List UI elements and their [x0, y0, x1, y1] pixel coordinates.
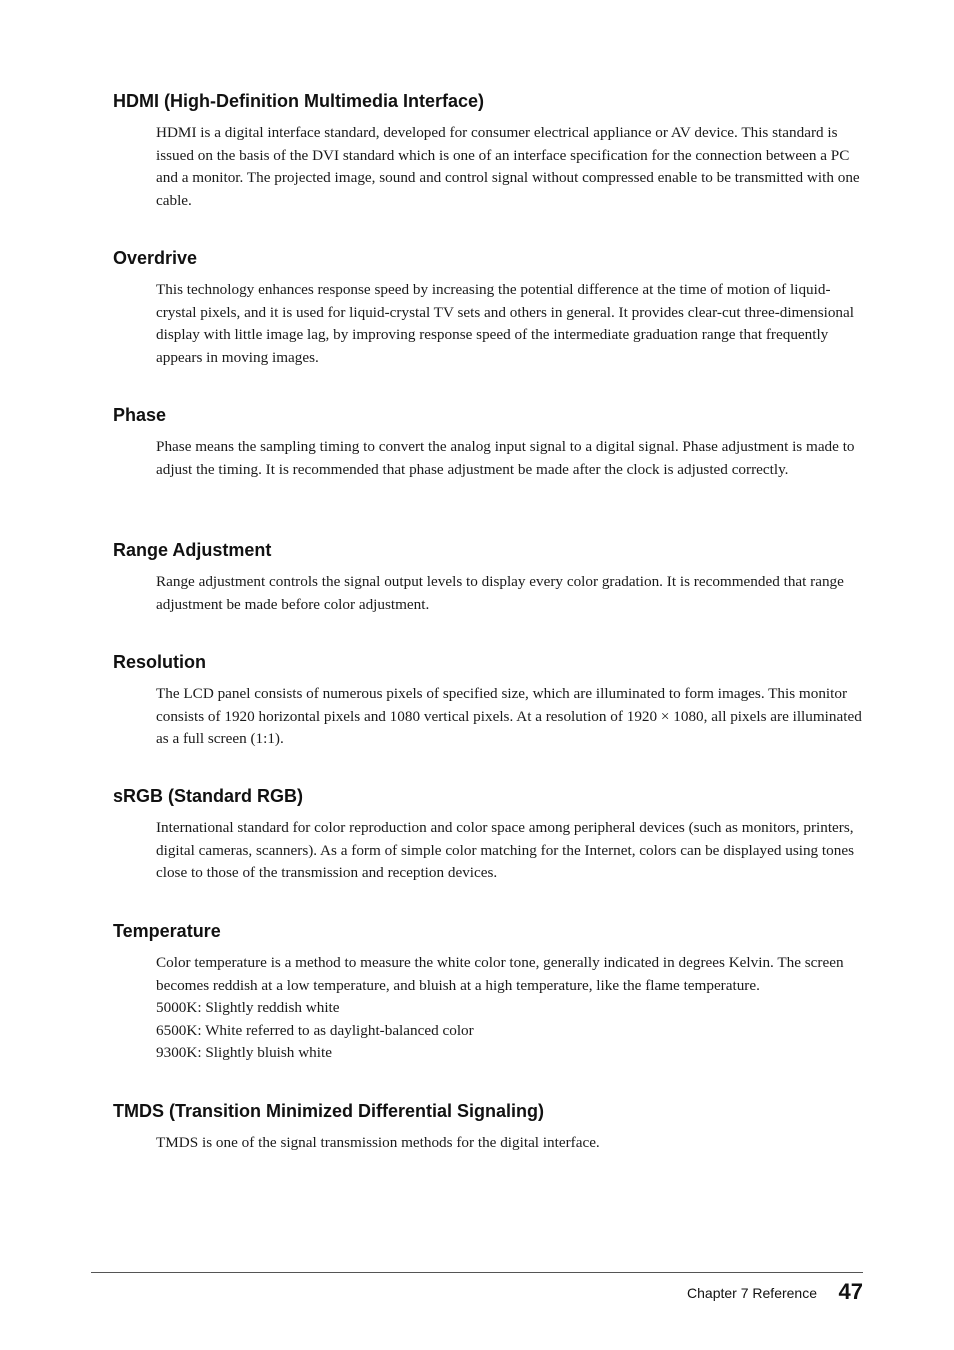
term-description [156, 571, 866, 616]
description-paragraph: HDMI is a digital interface standard, developed for consumer electrical appliance or AV device. This standard is issued on the basis of the DVI standard which is one of an interface specification for the connection between a PC and a monitor. The projected image, sound and control signal without compressed enable to be transmitted with one cable. [156, 124, 860, 209]
description-paragraph: The LCD panel consists of numerous pixels of specified size, which are illuminated to form images. This monitor consists of 1920 horizontal pixels and 1080 vertical pixels. At a resolution of 1920 × 1080, all pixels are illuminated as a full screen (1:1). [156, 685, 862, 748]
term-heading: Resolution [113, 652, 206, 672]
description-paragraph: TMDS is one of the signal transmission methods for the digital interface. [156, 1134, 600, 1151]
term-heading: HDMI (High-Definition Multimedia Interface) [113, 91, 484, 111]
term-heading: Temperature [113, 921, 221, 941]
glossary-entry-range-adjustment [113, 539, 873, 616]
term-description [156, 952, 866, 1065]
term-description [156, 1132, 866, 1155]
term-description [156, 122, 866, 212]
description-line: 5000K: Slightly reddish white [156, 999, 340, 1017]
glossary-entry-hdmi [113, 90, 873, 212]
term-heading: Range Adjustment [113, 540, 272, 560]
term-heading: Phase [113, 405, 167, 425]
description-line: 6500K: White referred to as daylight-balanced color [156, 1021, 474, 1039]
glossary-entry-tmds [113, 1100, 873, 1155]
footer-page-number: 47 [838, 1279, 863, 1304]
glossary-entry-temperature [113, 920, 873, 1065]
term-description [156, 817, 866, 885]
term-heading: TMDS (Transition Minimized Differential Signaling) [113, 1101, 545, 1121]
description-paragraph: This technology enhances response speed by increasing the potential difference at the time of motion of liquid-crystal pixels, and it is used for liquid-crystal TV sets and others in general. It provides clear-cut three-dimensional display with little image lag, by improving response speed of the intermediate graduation range that frequently appears in moving images. [156, 281, 854, 366]
glossary-entry-overdrive [113, 247, 873, 369]
footer-chapter-label: Chapter 7 Reference [687, 1285, 817, 1301]
glossary-entry-phase [113, 404, 873, 481]
description-paragraph: Phase means the sampling timing to convert the analog input signal to a digital signal. Phase adjustment is made to adjust the timing. It is recommended that phase adjustment be made after the clock is adjusted correctly. [156, 438, 855, 478]
description-paragraph: Range adjustment controls the signal output levels to display every color gradation. It is recommended that range adjustment be made before color adjustment. [156, 573, 844, 613]
footer-divider [91, 1272, 863, 1273]
description-paragraph: Color temperature is a method to measure the white color tone, generally indicated in degrees Kelvin. The screen becomes reddish at a low temperature, and bluish at a high temperature, like the flame temperature. [156, 954, 844, 994]
glossary-entry-srgb [113, 785, 873, 885]
term-heading: Overdrive [113, 248, 198, 268]
term-description [156, 683, 866, 751]
description-line: 9300K: Slightly bluish white [156, 1044, 332, 1062]
term-heading: sRGB (Standard RGB) [113, 786, 304, 806]
term-description [156, 279, 866, 369]
term-description [156, 436, 866, 481]
glossary-entry-resolution [113, 651, 873, 751]
description-paragraph: International standard for color reproduction and color space among peripheral devices (such as monitors, printers, digital cameras, scanners). As a form of simple color matching for the Internet, colors can be displayed using tones close to those of the transmission and reception devices. [156, 819, 854, 882]
